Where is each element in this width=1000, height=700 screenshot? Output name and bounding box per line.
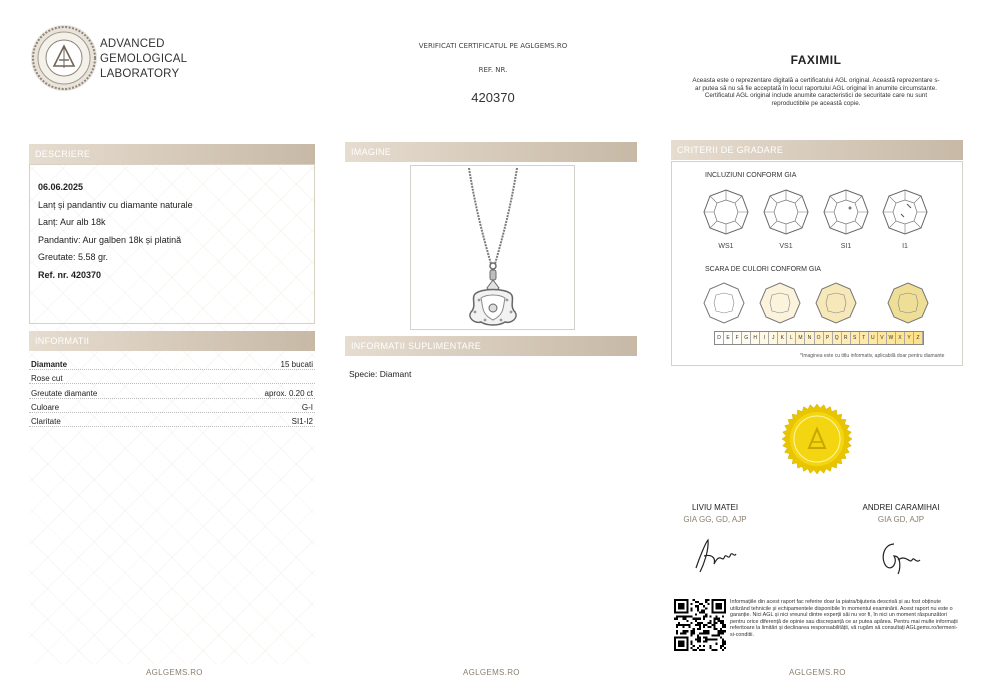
signature-icon xyxy=(690,536,748,576)
disclaimer-line: ar putea să nu să fie acceptată în locul raportului AGL original în anumite circumstante. xyxy=(695,84,937,92)
color-grade-cell: D xyxy=(715,332,724,344)
footer-website-right: AGLGEMS.RO xyxy=(789,668,846,677)
description-box xyxy=(29,164,315,324)
color-grade-scale xyxy=(714,331,924,345)
lab-name-line1: ADVANCED xyxy=(100,38,165,50)
diamond-diagram-icon xyxy=(704,190,748,234)
color-grade-cell: I xyxy=(760,332,769,344)
jewelry-photo xyxy=(410,165,575,330)
info-value: aprox. 0.20 ct xyxy=(264,388,313,398)
signer-name: ANDREI CARAMIHAI xyxy=(862,503,940,512)
footer-website-center: AGLGEMS.RO xyxy=(463,668,520,677)
color-swatch-icon xyxy=(816,283,856,323)
signer-name: LIVIU MATEI xyxy=(691,503,739,512)
color-grade-cell: G xyxy=(742,332,751,344)
section-header-informatii: INFORMATII xyxy=(29,331,315,351)
signer-right xyxy=(826,503,976,524)
color-grade-cell: J xyxy=(769,332,778,344)
color-grade-cell: V xyxy=(878,332,887,344)
agl-logo-seal xyxy=(30,24,98,92)
color-grade-cell: M xyxy=(796,332,805,344)
item-weight: Greutate: 5.58 gr. xyxy=(38,252,109,262)
chain-material: Lanț: Aur alb 18k xyxy=(38,217,106,227)
info-value: G-I xyxy=(301,402,313,412)
diamond-diagram-icon xyxy=(764,190,808,234)
section-header-informatii-suplimentare: INFORMATII SUPLIMENTARE xyxy=(345,336,637,356)
pendant-material: Pandantiv: Aur galben 18k și platină xyxy=(38,234,182,245)
info-key: Diamante xyxy=(31,360,68,370)
info-row xyxy=(29,413,315,427)
clarity-diagrams xyxy=(700,186,940,238)
disclaimer-line: Aceasta este o reprezentare digitală a certificatului AGL original. Această reprezentare s- xyxy=(692,77,940,84)
disclaimer-line: Certificatul AGL original include anumite caracteristici de securitate care nu sunt xyxy=(704,92,928,100)
item-description: Lanț și pandantiv cu diamante naturale xyxy=(38,199,193,210)
clarity-label: VS1 xyxy=(779,243,793,250)
section-header-imagine: IMAGINE xyxy=(345,142,637,162)
info-row xyxy=(29,356,315,370)
color-swatch-icon xyxy=(704,283,744,323)
signer-credentials: GIA GG, GD, AJP xyxy=(683,515,747,524)
color-grade-cell: W xyxy=(887,332,896,344)
disclaimer-line: reproductibile pe această copie. xyxy=(771,99,861,107)
info-row xyxy=(29,384,315,398)
color-grade-cell: F xyxy=(733,332,742,344)
color-grade-cell: E xyxy=(724,332,733,344)
color-grade-cell: P xyxy=(824,332,833,344)
footer-website-left: AGLGEMS.RO xyxy=(146,668,203,677)
section-header-criterii: CRITERII DE GRADARE xyxy=(671,140,963,160)
info-key: Rose cut xyxy=(31,374,63,384)
info-key: Culoare xyxy=(31,402,60,412)
color-grade-cell: L xyxy=(787,332,796,344)
color-grade-cell: K xyxy=(778,332,787,344)
diamond-diagram-icon xyxy=(824,190,868,234)
color-grade-cell: Z xyxy=(914,332,923,344)
lab-name-line2: GEMOLOGICAL xyxy=(100,53,188,65)
color-grade-cell: Y xyxy=(905,332,914,344)
faximil-disclaimer xyxy=(668,77,964,107)
color-scale-title: SCARA DE CULORI CONFORM GIA xyxy=(705,266,821,273)
color-grade-cell: X xyxy=(896,332,905,344)
verify-link-text: VERIFICATI CERTIFICATUL PE AGLGEMS.RO xyxy=(418,42,568,50)
info-table xyxy=(29,356,315,427)
ref-number: 420370 xyxy=(471,90,515,105)
section-header-descriere: DESCRIERE xyxy=(29,144,315,164)
color-swatch-diamonds xyxy=(700,280,940,326)
lab-name xyxy=(100,37,187,82)
clarity-label: WS1 xyxy=(718,243,734,250)
inclusions-title: INCLUZIUNI CONFORM GIA xyxy=(705,172,797,179)
species-text: Specie: Diamant xyxy=(349,369,412,379)
legal-disclaimer: Informațiile din acest raport fac referire doar la piatra/bijuteria descrisă și au fost obținute utilizând tehnicile și echipamentele disponibile în momentul examinării. Acest raport nu este o garanție. Nici AGL și nici vreunul dintre experții săi nu vor fi, în nici un moment răspunzători pentru orice diferență de opinie sau discrepanță ce ar putea apărea. Pentru mai multe informații referitoare la limitări și declinarea responsabilității, vă rugăm să consultați AGLgems.ro/termeni-si-conditii. xyxy=(730,599,958,638)
info-key: Claritate xyxy=(31,416,61,426)
color-swatch-icon xyxy=(888,283,928,323)
pendant-illustration xyxy=(411,166,574,329)
description-ref: Ref. nr. 420370 xyxy=(38,269,102,280)
certificate-date: 06.06.2025 xyxy=(38,182,84,192)
diamond-diagram-icon xyxy=(883,190,927,234)
faximil-title: FAXIMIL xyxy=(790,53,842,67)
signature-icon xyxy=(876,536,928,576)
color-grade-cell: T xyxy=(860,332,869,344)
gold-seal-icon xyxy=(781,403,853,475)
ref-label: REF. NR. xyxy=(478,66,508,74)
info-row xyxy=(29,399,315,413)
lab-name-line3: LABORATORY xyxy=(100,68,180,80)
info-key: Greutate diamante xyxy=(31,388,98,398)
info-value: 15 bucati xyxy=(280,360,313,370)
clarity-label: I1 xyxy=(902,243,908,250)
color-grade-cell: U xyxy=(869,332,878,344)
color-grade-cell: Q xyxy=(833,332,842,344)
info-value: SI1-I2 xyxy=(291,416,313,426)
signer-left xyxy=(640,503,790,524)
color-grade-cell: N xyxy=(805,332,814,344)
color-grade-cell: S xyxy=(851,332,860,344)
color-grade-cell: R xyxy=(842,332,851,344)
clarity-label: SI1 xyxy=(840,243,852,250)
info-row xyxy=(29,370,315,384)
grading-note: *Imaginea este cu titlu informativ, aplicabilă doar pentru diamante xyxy=(800,353,945,359)
color-grade-cell: O xyxy=(815,332,824,344)
color-grade-cell: H xyxy=(751,332,760,344)
signer-credentials: GIA GD, AJP xyxy=(877,515,925,524)
qr-code-icon[interactable] xyxy=(674,599,726,651)
color-swatch-icon xyxy=(760,283,800,323)
